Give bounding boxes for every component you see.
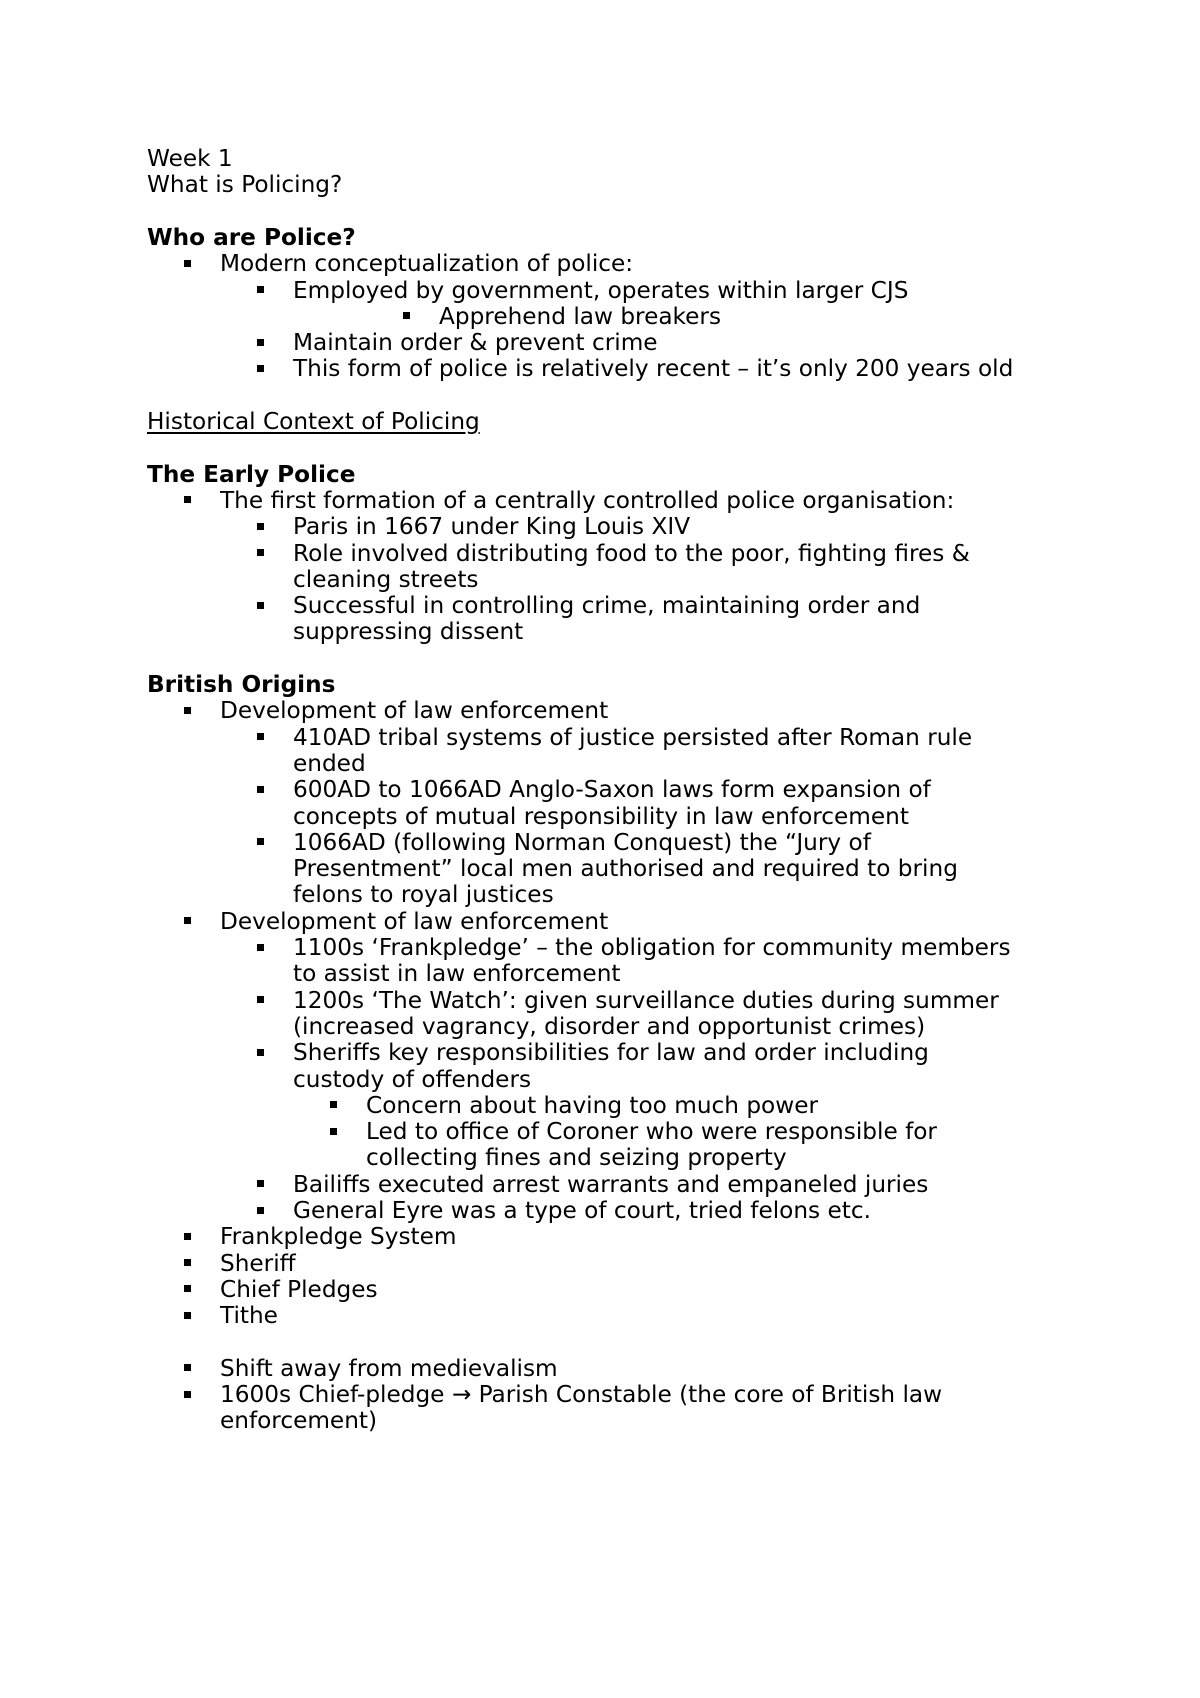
bullet-icon: [184, 908, 191, 937]
section-heading: British Origins: [147, 671, 336, 698]
line-text: enforcement): [220, 1407, 378, 1435]
bullet-icon: [330, 1092, 337, 1121]
line-text: What is Policing?: [147, 171, 343, 199]
line-text: 600AD to 1066AD Anglo-Saxon laws form expansion of: [293, 776, 931, 804]
bullet-icon: [257, 277, 264, 306]
line-text: The first formation of a centrally controlled police organisation:: [220, 486, 955, 514]
bullet-icon: [257, 1039, 264, 1068]
bullet-icon: [403, 303, 410, 332]
line-text: (increased vagrancy, disorder and opportunist crimes): [293, 1012, 926, 1040]
line-text: Modern conceptualization of police:: [220, 250, 634, 278]
line-text: ended: [293, 749, 366, 777]
bullet-icon: [257, 355, 264, 384]
bullet-icon: [257, 776, 264, 805]
line-text: Chief Pledges: [220, 1275, 378, 1303]
bullet-icon: [330, 1118, 337, 1147]
bullet-icon: [257, 1197, 264, 1226]
line-text: Frankpledge System: [220, 1223, 457, 1251]
line-text: Concern about having too much power: [366, 1091, 819, 1119]
line-text: Role involved distributing food to the poor, fighting fires &: [293, 539, 970, 567]
bullet-icon: [184, 1276, 191, 1305]
bullet-icon: [257, 513, 264, 542]
line-text: Tithe: [220, 1302, 278, 1330]
line-text: Sheriffs key responsibilities for law and order including: [293, 1039, 929, 1067]
bullet-icon: [257, 724, 264, 753]
line-text: Employed by government, operates within larger CJS: [293, 276, 909, 304]
bullet-icon: [184, 487, 191, 516]
bullet-icon: [184, 1302, 191, 1331]
bullet-icon: [257, 540, 264, 569]
line-text: Led to office of Coroner who were responsible for: [366, 1118, 937, 1146]
line-text: This form of police is relatively recent – it’s only 200 years old: [293, 355, 1014, 383]
section-heading: Historical Context of Policing: [147, 408, 480, 435]
line-text: concepts of mutual responsibility in law enforcement: [293, 802, 909, 830]
bullet-icon: [184, 1223, 191, 1252]
line-text: suppressing dissent: [293, 618, 524, 646]
line-text: to assist in law enforcement: [293, 960, 621, 988]
bullet-icon: [257, 829, 264, 858]
bullet-icon: [184, 1250, 191, 1279]
line-text: Paris in 1667 under King Louis XIV: [293, 513, 691, 541]
line-text: Apprehend law breakers: [439, 302, 722, 330]
line-text: 1600s Chief-pledge → Parish Constable (the core of British law: [220, 1381, 943, 1409]
line-text: Sheriff: [220, 1249, 296, 1277]
line-text: Presentment” local men authorised and required to bring: [293, 855, 958, 883]
bullet-icon: [257, 329, 264, 358]
section-heading: Who are Police?: [147, 223, 356, 251]
line-text: General Eyre was a type of court, tried felons etc.: [293, 1197, 871, 1224]
bullet-icon: [257, 1171, 264, 1200]
line-text: custody of offenders: [293, 1065, 532, 1093]
line-text: 1100s ‘Frankpledge’ – the obligation for community members: [293, 934, 1011, 961]
line-text: 1066AD (following Norman Conquest) the “Jury of: [293, 828, 871, 856]
line-text: collecting fines and seizing property: [366, 1144, 787, 1172]
line-text: Week 1: [147, 145, 233, 172]
line-text: Development of law enforcement: [220, 907, 609, 935]
line-text: Successful in controlling crime, maintaining order and: [293, 592, 921, 620]
bullet-icon: [184, 1355, 191, 1384]
bullet-icon: [257, 934, 264, 963]
bullet-icon: [257, 987, 264, 1016]
line-text: cleaning streets: [293, 565, 479, 593]
line-text: Shift away from medievalism: [220, 1354, 558, 1382]
line-text: Maintain order & prevent crime: [293, 329, 658, 357]
section-heading: The Early Police: [147, 460, 356, 488]
line-text: Development of law enforcement: [220, 697, 609, 725]
line-text: 410AD tribal systems of justice persisted after Roman rule: [293, 723, 973, 751]
line-text: 1200s ‘The Watch’: given surveillance duties during summer: [293, 986, 999, 1014]
bullet-icon: [184, 1381, 191, 1410]
line-text: Bailiffs executed arrest warrants and empaneled juries: [293, 1170, 929, 1198]
line-text: felons to royal justices: [293, 881, 554, 909]
bullet-icon: [184, 250, 191, 279]
bullet-icon: [184, 697, 191, 726]
bullet-icon: [257, 592, 264, 621]
